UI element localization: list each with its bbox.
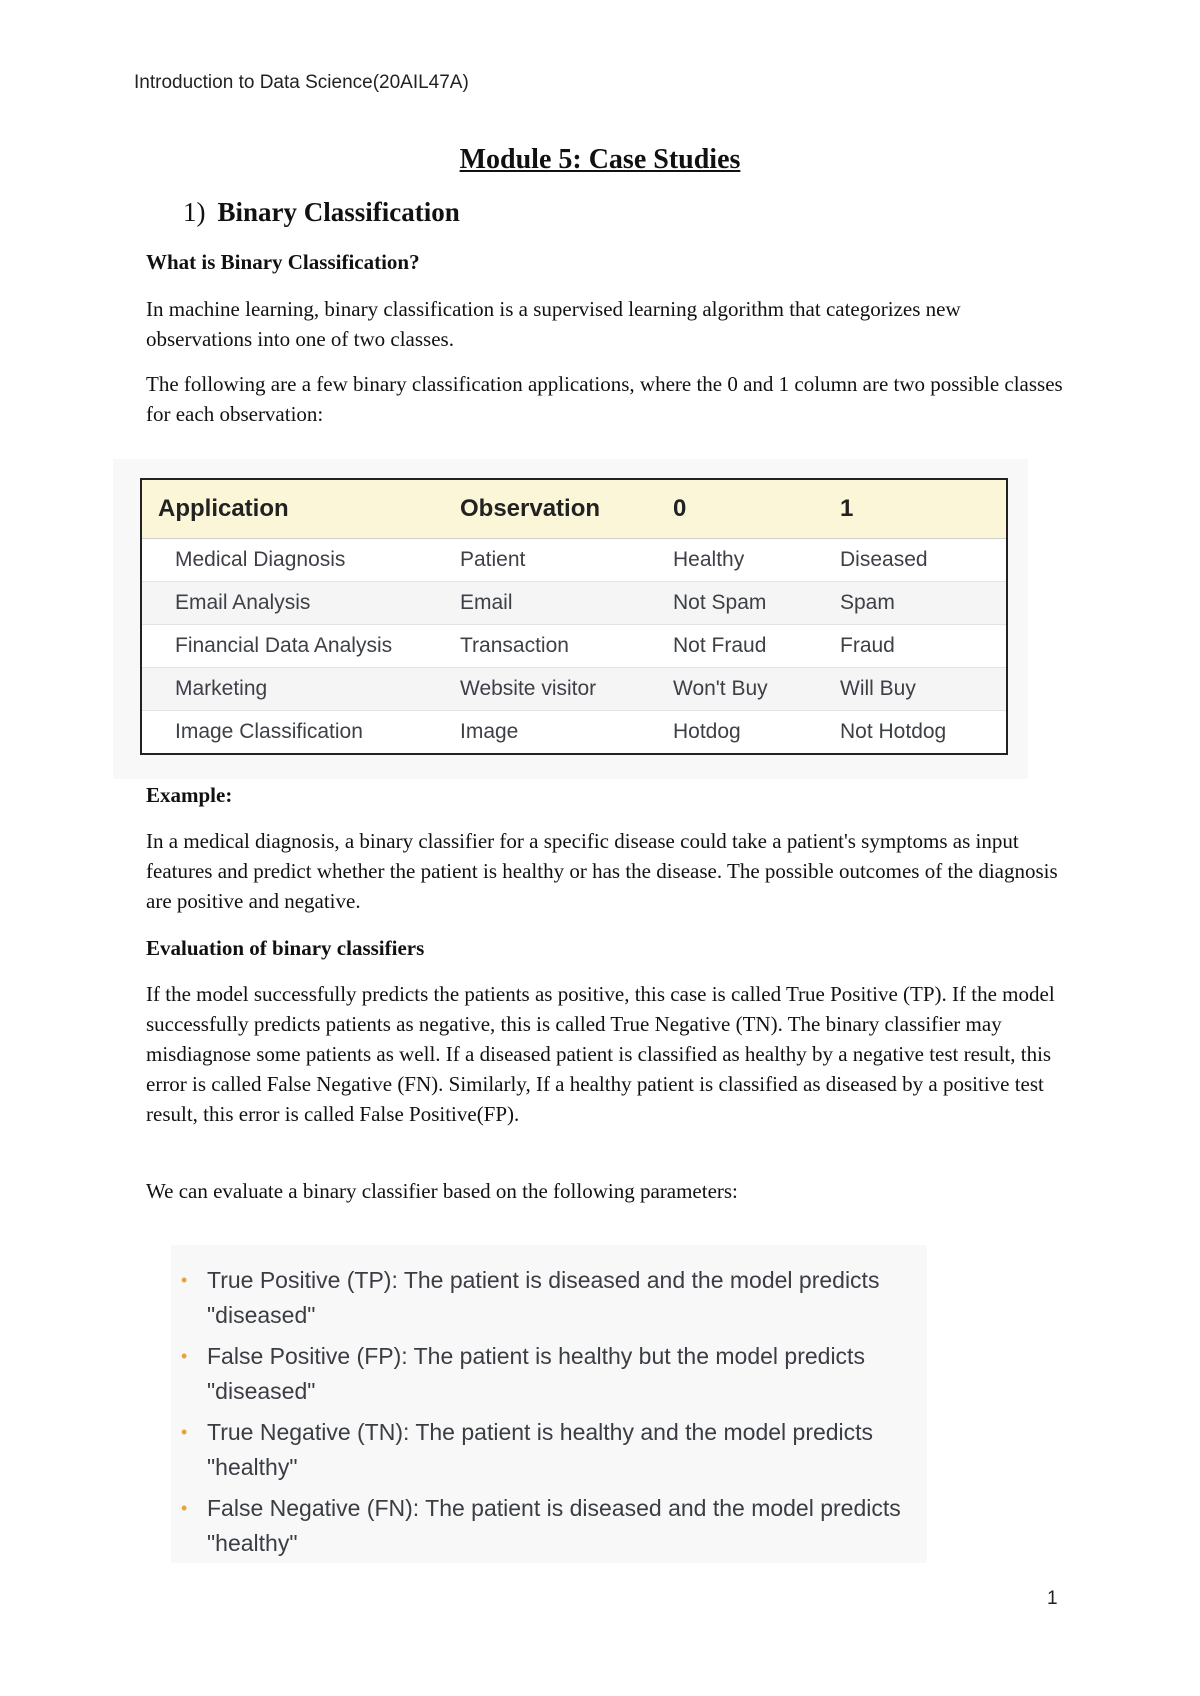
bullet-icon: •	[181, 1422, 188, 1442]
cell-class-0: Not Fraud	[658, 625, 825, 668]
list-item	[171, 1263, 927, 1333]
table-row	[141, 711, 1007, 755]
cell-observation: Image	[445, 711, 658, 755]
cell-observation: Transaction	[445, 625, 658, 668]
section-number: 1)	[183, 197, 206, 227]
applications-table	[140, 478, 1008, 755]
example-text: In a medical diagnosis, a binary classifier for a specific disease could take a patient's symptoms as input features and predict whether the patient is healthy or has the disease. The possible outcomes of the diagnosis are positive and negative.	[146, 829, 1058, 913]
parameter-text: True Negative (TN): The patient is healthy and the model predicts "healthy"	[207, 1419, 874, 1480]
parameters-figure	[171, 1245, 927, 1563]
cell-class-1: Not Hotdog	[825, 711, 1007, 755]
bullet-icon: •	[181, 1346, 188, 1366]
list-item	[171, 1415, 927, 1485]
cell-observation: Email	[445, 582, 658, 625]
applications-table-figure	[113, 459, 1028, 779]
running-header: Introduction to Data Science(20AIL47A)	[134, 72, 469, 93]
page-title: Module 5: Case Studies	[459, 144, 741, 175]
parameter-text: False Positive (FP): The patient is healthy but the model predicts "diseased"	[207, 1343, 865, 1404]
parameter-text: True Positive (TP): The patient is diseased and the model predicts "diseased"	[207, 1267, 880, 1328]
parameter-text: False Negative (FN): The patient is diseased and the model predicts "healthy"	[207, 1495, 901, 1556]
evaluation-lead: We can evaluate a binary classifier based on the following parameters:	[146, 1179, 738, 1203]
bullet-icon: •	[181, 1270, 188, 1290]
cell-class-0: Hotdog	[658, 711, 825, 755]
table-row	[141, 582, 1007, 625]
example-heading: Example:	[146, 783, 233, 807]
cell-class-0: Not Spam	[658, 582, 825, 625]
cell-class-0: Won't Buy	[658, 668, 825, 711]
cell-class-1: Fraud	[825, 625, 1007, 668]
section-heading	[183, 197, 460, 228]
list-item	[171, 1339, 927, 1409]
table-row	[141, 625, 1007, 668]
table-header-row	[141, 479, 1007, 539]
cell-application: Financial Data Analysis	[141, 625, 445, 668]
cell-application: Marketing	[141, 668, 445, 711]
intro-paragraph-2: The following are a few binary classification applications, where the 0 and 1 column are two possible classes for each observation:	[146, 372, 1063, 426]
table-row	[141, 539, 1007, 582]
header-class-0: 0	[658, 479, 825, 539]
cell-application: Image Classification	[141, 711, 445, 755]
cell-class-1: Will Buy	[825, 668, 1007, 711]
section-title: Binary Classification	[217, 197, 460, 227]
header-observation: Observation	[445, 479, 658, 539]
intro-question: What is Binary Classification?	[146, 250, 420, 274]
intro-paragraph-1: In machine learning, binary classification is a supervised learning algorithm that categorizes new observations into one of two classes.	[146, 297, 961, 351]
header-application: Application	[141, 479, 445, 539]
evaluation-heading: Evaluation of binary classifiers	[146, 936, 425, 960]
bullet-icon: •	[181, 1498, 188, 1518]
cell-application: Medical Diagnosis	[141, 539, 445, 582]
table-row	[141, 668, 1007, 711]
cell-class-0: Healthy	[658, 539, 825, 582]
cell-observation: Patient	[445, 539, 658, 582]
header-class-1: 1	[825, 479, 1007, 539]
cell-class-1: Spam	[825, 582, 1007, 625]
parameters-list	[171, 1245, 927, 1561]
page-number: 1	[1047, 1588, 1058, 1609]
evaluation-text: If the model successfully predicts the patients as positive, this case is called True Positive (TP). If the model successfully predicts patients as negative, this is called True Negative (TN). The binary classifier may misdiagnose some patients as well. If a diseased patient is classified as healthy by a negative test result, this error is called False Negative (FN). Similarly, If a healthy patient is classified as diseased by a positive test result, this error is called False Positive(FP).	[146, 982, 1055, 1126]
cell-observation: Website visitor	[445, 668, 658, 711]
cell-class-1: Diseased	[825, 539, 1007, 582]
list-item	[171, 1491, 927, 1561]
cell-application: Email Analysis	[141, 582, 445, 625]
